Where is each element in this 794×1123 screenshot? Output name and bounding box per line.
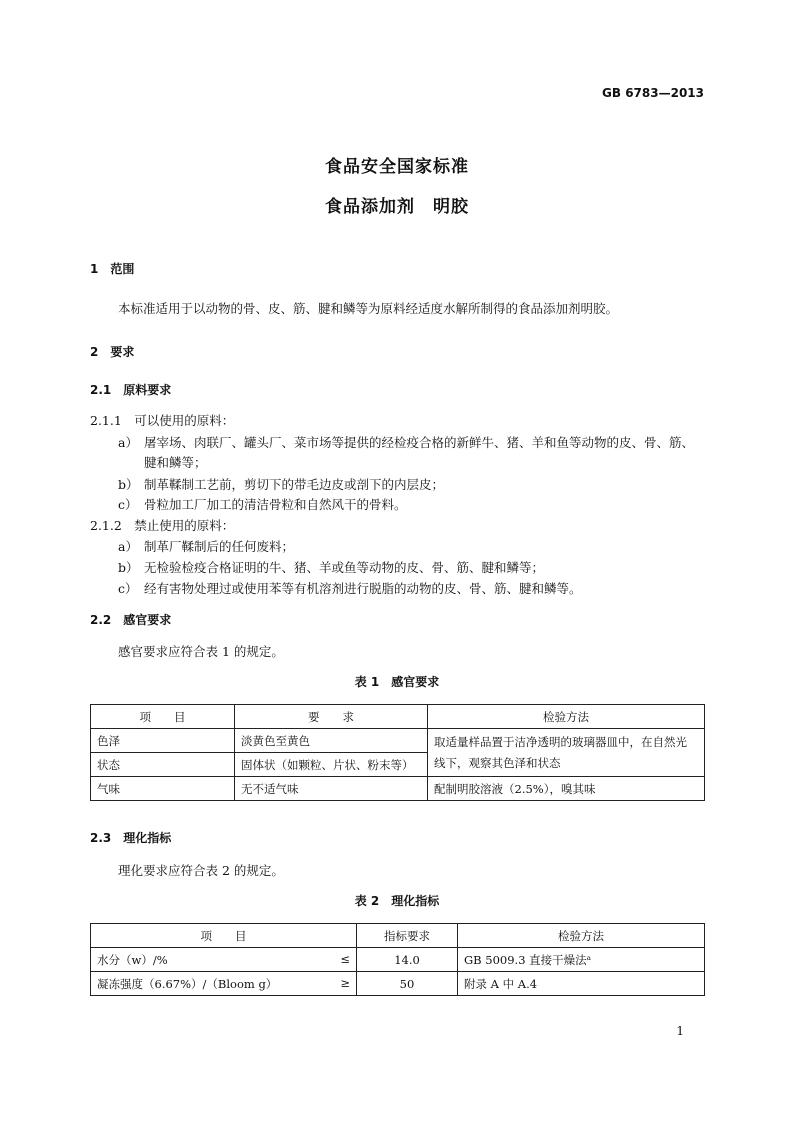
table-cell: 取适量样品置于洁净透明的玻璃器皿中，在自然光线下，观察其色泽和状态: [428, 729, 705, 777]
table-cell: [91, 972, 357, 996]
column-header: 检验方法: [428, 705, 705, 729]
list-item-label: b）: [118, 477, 139, 492]
column-header: 指标要求: [357, 924, 458, 948]
allowed-materials-lead: 2.1.1 可以使用的原料：: [90, 413, 235, 428]
table-cell: [91, 948, 357, 972]
table-cell: 气味: [91, 777, 235, 801]
forbidden-materials-lead: 2.1.2 禁止使用的原料：: [90, 518, 235, 533]
physicochemical-table: [90, 923, 705, 996]
item-name: 水分（w）/%: [97, 952, 168, 967]
table-cell: 色泽: [91, 729, 235, 753]
table-2-caption: 表 2 理化指标: [354, 894, 440, 908]
list-item: 无检验检疫合格证明的牛、猪、羊或鱼等动物的皮、骨、筋、腱和鳞等；: [144, 560, 545, 575]
table-header-row: [91, 705, 705, 729]
table-cell: 配制明胶溶液（2.5%），嗅其味: [428, 777, 705, 801]
list-item: 骨粒加工厂加工的清洁骨粒和自然风干的骨料。: [144, 497, 407, 512]
table-cell: 附录 A 中 A.4: [458, 972, 705, 996]
table-cell: 固体状（如颗粒、片状、粉末等）: [235, 753, 428, 777]
list-item: 屠宰场、肉联厂、罐头厂、菜市场等提供的经检疫合格的新鲜牛、猪、羊和鱼等动物的皮、骨、筋、: [144, 435, 695, 450]
list-item: 经有害物处理过或使用苯等有机溶剂进行脱脂的动物的皮、骨、筋、腱和鳞等。: [144, 581, 582, 596]
table-cell: 无不适气味: [235, 777, 428, 801]
table-cell: 50: [357, 972, 458, 996]
list-item-label: c）: [118, 581, 138, 596]
table-row: [91, 777, 705, 801]
page-number: 1: [676, 1024, 684, 1038]
sensory-requirements-table: [90, 704, 705, 801]
table-row: [91, 729, 705, 753]
list-item-label: b）: [118, 560, 139, 575]
table-1-caption: 表 1 感官要求: [354, 675, 440, 689]
document-title: 食品安全国家标准: [325, 157, 469, 177]
list-item: 制革厂鞣制后的任何废料；: [144, 539, 295, 554]
list-item-label: a）: [118, 435, 138, 450]
list-item: 制革鞣制工艺前，剪切下的带毛边皮或剖下的内层皮；: [144, 477, 445, 492]
comparison-symbol: ≥: [340, 975, 350, 990]
table-header-row: [91, 924, 705, 948]
section-2-3-text: 理化要求应符合表 2 的规定。: [118, 863, 284, 878]
column-header: 项 目: [91, 705, 235, 729]
table-row: [91, 948, 705, 972]
table-cell: 淡黄色至黄色: [235, 729, 428, 753]
list-item-label: a）: [118, 539, 138, 554]
section-1-heading: 1 范围: [90, 262, 135, 276]
table-cell: GB 5009.3 直接干燥法ᵃ: [458, 948, 705, 972]
column-header: 要 求: [235, 705, 428, 729]
section-2-3-heading: 2.3 理化指标: [90, 831, 172, 845]
column-header: 检验方法: [458, 924, 705, 948]
table-cell: 14.0: [357, 948, 458, 972]
list-item-continuation: 腱和鳞等；: [144, 455, 207, 470]
section-2-heading: 2 要求: [90, 345, 135, 359]
table-row: [91, 972, 705, 996]
section-2-1-heading: 2.1 原料要求: [90, 383, 172, 397]
section-1-text: 本标准适用于以动物的骨、皮、筋、腱和鳞等为原料经适度水解所制得的食品添加剂明胶。: [118, 301, 619, 316]
table-cell: 状态: [91, 753, 235, 777]
standard-number: GB 6783—2013: [602, 86, 704, 100]
section-2-2-heading: 2.2 感官要求: [90, 613, 172, 627]
document-subtitle: 食品添加剂 明胶: [325, 197, 469, 217]
list-item-label: c）: [118, 497, 138, 512]
section-2-2-text: 感官要求应符合表 1 的规定。: [118, 644, 284, 659]
item-name: 凝冻强度（6.67%）/（Bloom g）: [97, 976, 278, 991]
column-header: 项 目: [91, 924, 357, 948]
comparison-symbol: ≤: [340, 951, 350, 966]
